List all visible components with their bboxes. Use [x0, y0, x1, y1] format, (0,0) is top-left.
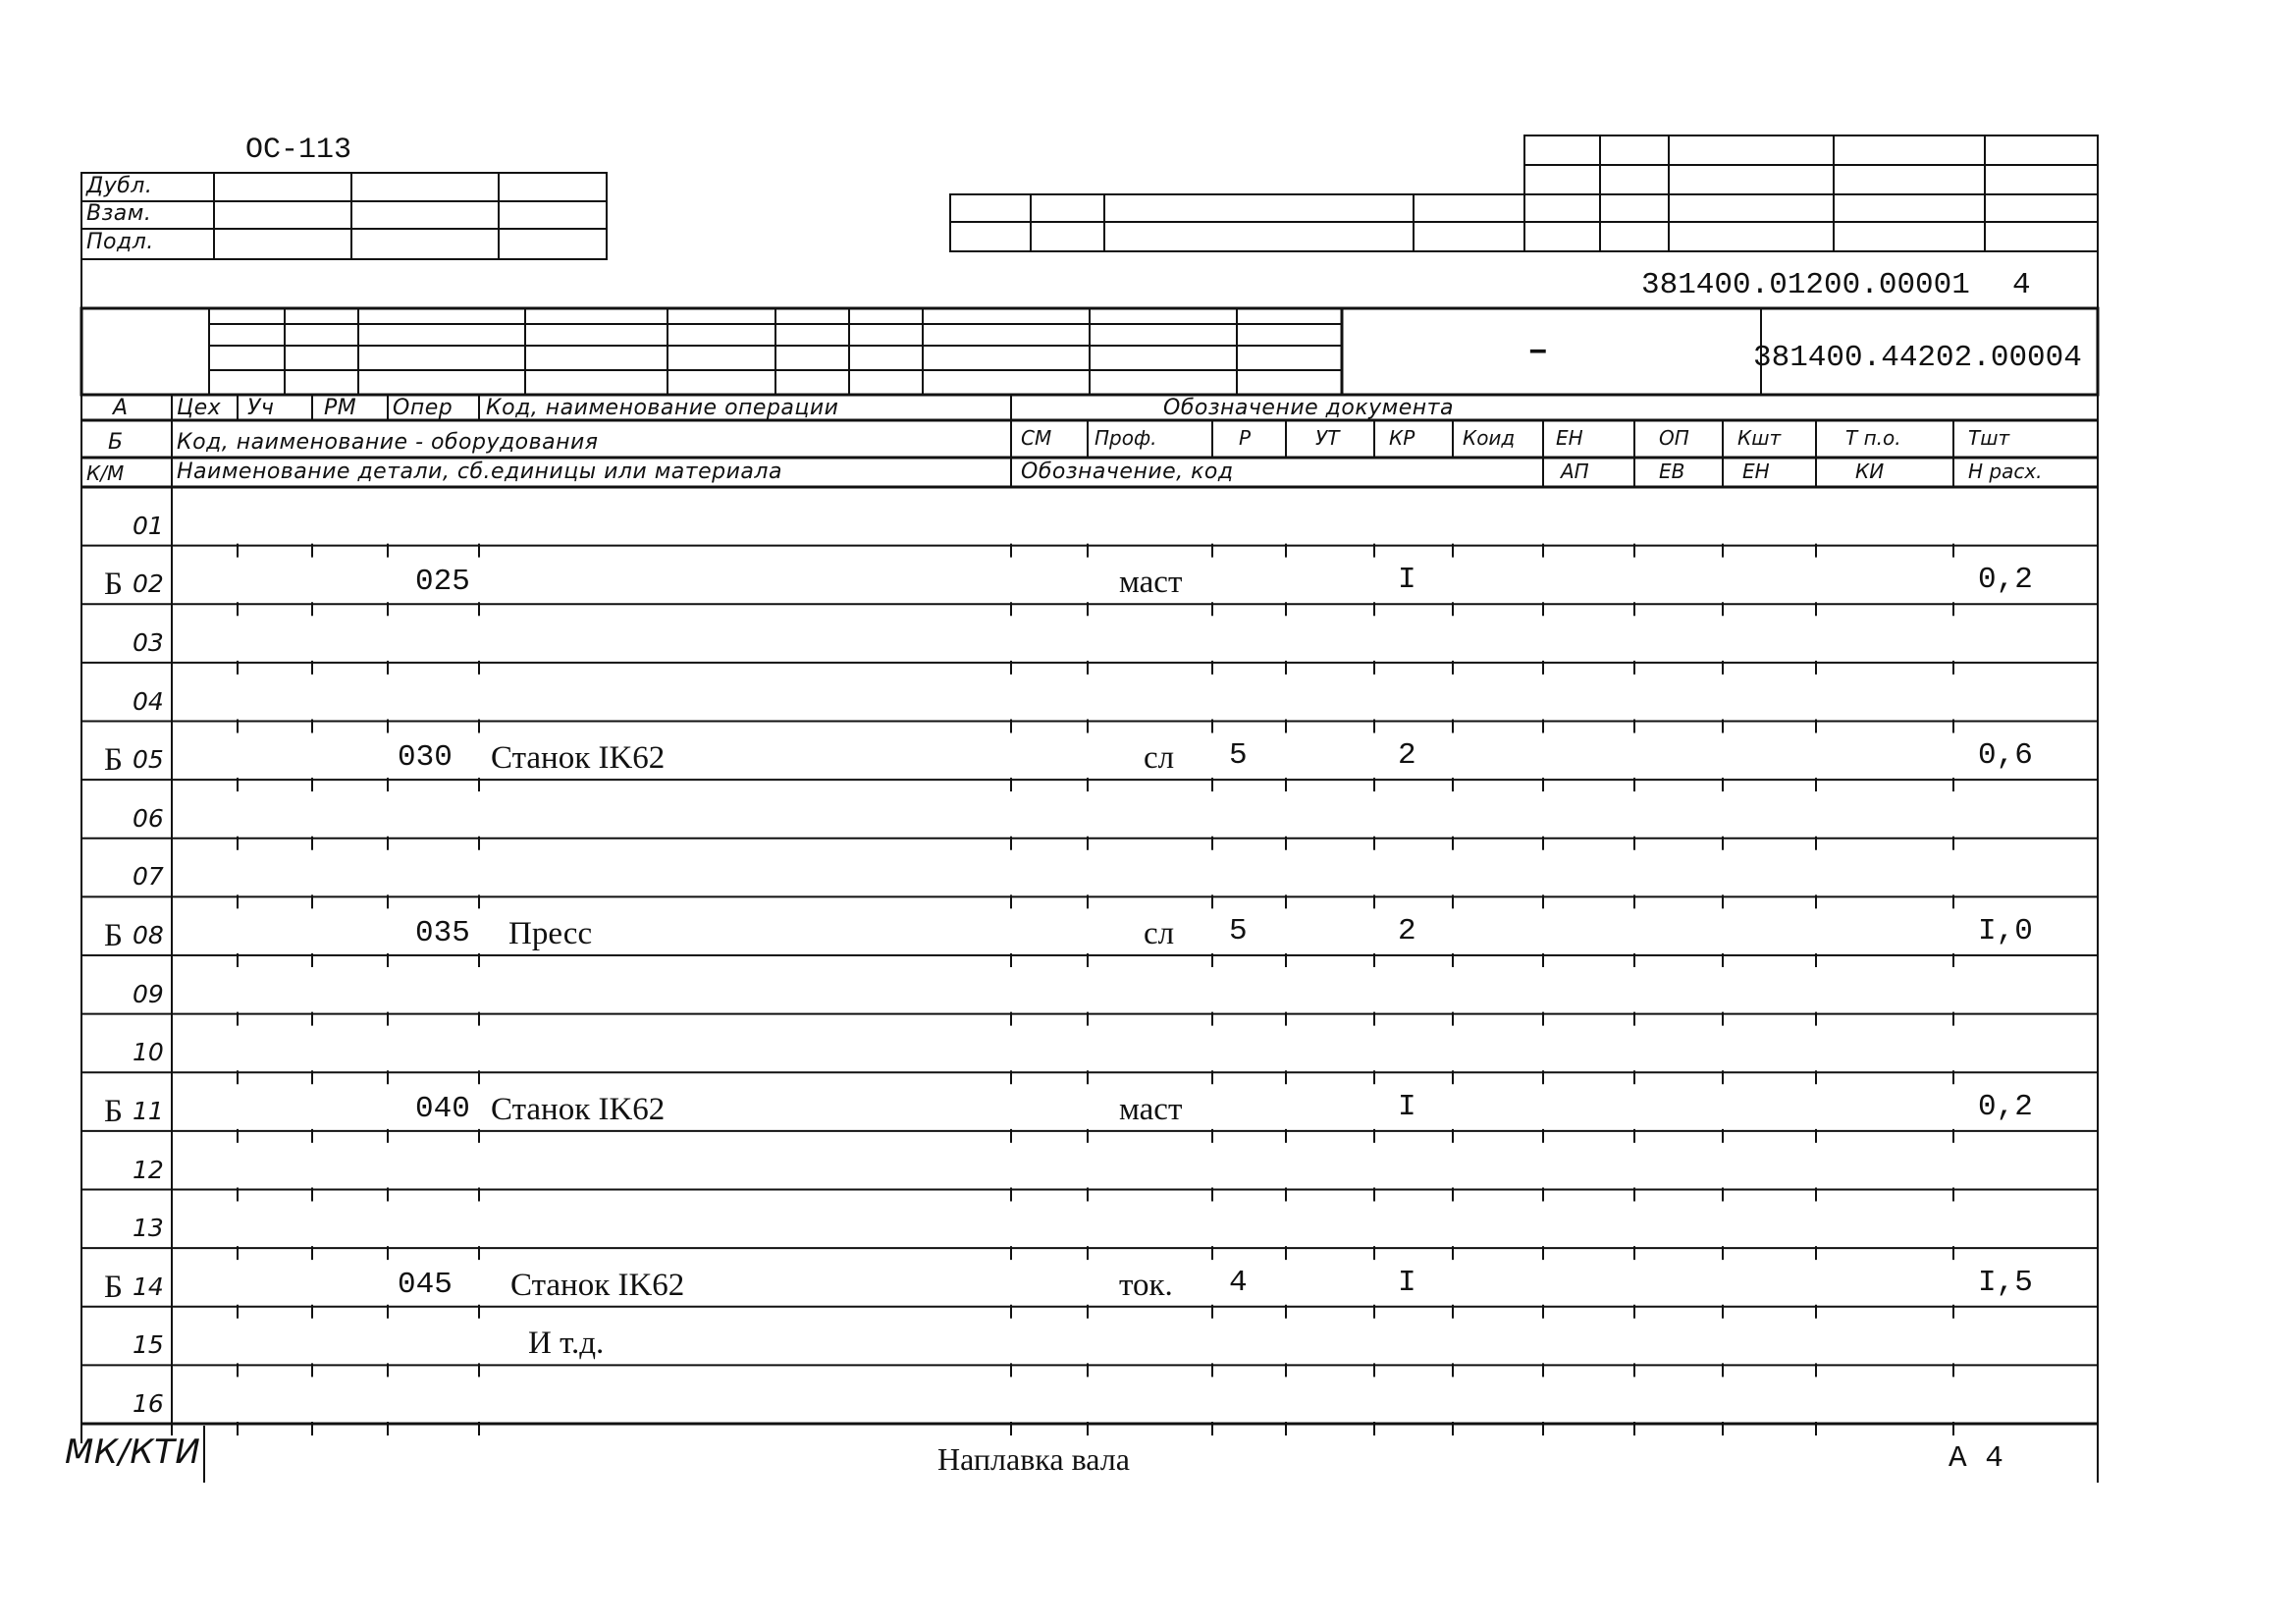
row-rank: 5: [1229, 738, 1248, 774]
row-number: 12: [133, 1155, 164, 1184]
row-equipment: Станок IK62: [491, 1091, 666, 1127]
row-number: 15: [133, 1330, 164, 1360]
header-col-ut: УТ: [1315, 426, 1340, 450]
row-equipment: Станок IK62: [510, 1267, 685, 1303]
row-number: 14: [133, 1272, 164, 1301]
header-col-ap: АП: [1561, 460, 1589, 483]
row-number: 04: [133, 686, 164, 716]
row-profession: ток.: [1119, 1267, 1173, 1303]
row-kr: 2: [1398, 914, 1416, 948]
row-kr: 2: [1398, 738, 1416, 774]
row-prefix: Б: [104, 1269, 123, 1305]
footer-form-type: МК/КТИ: [65, 1433, 201, 1472]
row-profession: сл: [1144, 740, 1175, 777]
row-prefix: Б: [104, 1093, 123, 1129]
header-col-sm: СМ: [1021, 426, 1052, 450]
row-tsht: 0,2: [1978, 563, 2033, 598]
row-number: 16: [133, 1389, 164, 1418]
header-col-koid: Коид: [1463, 426, 1516, 450]
row-number: 10: [133, 1038, 164, 1067]
doc-number-top: 381400.01200.00001: [1641, 268, 1970, 302]
header-letter-a: А: [113, 396, 129, 420]
header-letter-km: К/М: [86, 461, 125, 485]
row-prefix: Б: [104, 567, 123, 603]
row-op-code: 045: [398, 1267, 453, 1302]
main-dash: –: [1527, 331, 1549, 371]
header-letter-b: Б: [108, 430, 124, 455]
header-col-ev: ЕВ: [1659, 460, 1685, 483]
row-number: 11: [133, 1096, 164, 1125]
header-col-kr: КР: [1389, 426, 1415, 450]
footer-title: Наплавка вала: [937, 1441, 1130, 1477]
header-doc-title: Обозначение документа: [1163, 396, 1454, 420]
row-kr: I: [1398, 1089, 1416, 1124]
row-tsht: I,5: [1978, 1265, 2033, 1300]
row-tsht: 0,2: [1978, 1089, 2033, 1124]
header-col-uch: Уч: [247, 396, 275, 420]
doc-number-main: 381400.44202.00004: [1753, 341, 2082, 375]
row-op-code: 035: [415, 916, 470, 950]
row-op-code: 040: [415, 1091, 470, 1126]
row-profession: маст: [1119, 565, 1183, 601]
header-col-en: ЕН: [1556, 426, 1583, 450]
row-prefix: Б: [104, 918, 123, 953]
row-number: 13: [133, 1214, 164, 1243]
row-equipment: Пресс: [508, 916, 593, 951]
header-col-tsht: Тшт: [1968, 426, 2010, 450]
header-col-prof: Проф.: [1095, 426, 1157, 450]
row-op-code: 030: [398, 740, 453, 776]
row-rank: 4: [1229, 1265, 1248, 1300]
row-profession: маст: [1119, 1091, 1183, 1127]
header-col-ksht: Кшт: [1737, 426, 1782, 450]
row-number: 01: [133, 511, 164, 540]
row-number: 03: [133, 627, 164, 657]
header-col-r: Р: [1239, 426, 1252, 450]
row-profession: сл: [1144, 916, 1175, 951]
side-label-dubl: Дубл.: [86, 174, 153, 198]
row-kr: I: [1398, 563, 1416, 598]
header-col-en2: ЕН: [1742, 460, 1770, 483]
header-col-operation: Код, наименование операции: [486, 396, 839, 420]
row-number: 07: [133, 862, 164, 892]
header-material-title: Наименование детали, сб.единицы или материала: [177, 460, 782, 484]
header-col-op: ОП: [1659, 426, 1689, 450]
row-op-code: 025: [415, 565, 470, 600]
header-col-rm: РМ: [324, 396, 357, 420]
row-number: 02: [133, 569, 164, 599]
header-col-oper: Опер: [393, 396, 454, 420]
header-col-tseh: Цех: [177, 396, 222, 420]
side-label-podl: Подл.: [86, 230, 154, 254]
header-col-nrash: Н расх.: [1968, 460, 2043, 483]
row-number: 09: [133, 979, 164, 1008]
form-code: ОС-113: [245, 134, 352, 167]
row-equipment: И т.д.: [528, 1326, 605, 1362]
header-equipment-title: Код, наименование - оборудования: [177, 430, 599, 455]
header-code-title: Обозначение, код: [1021, 460, 1234, 484]
row-tsht: I,0: [1978, 914, 2033, 948]
row-kr: I: [1398, 1265, 1416, 1300]
row-number: 08: [133, 921, 164, 949]
header-col-ki: КИ: [1855, 460, 1885, 483]
row-number: 06: [133, 803, 164, 833]
header-col-tpo: Т п.о.: [1845, 426, 1901, 450]
row-prefix: Б: [104, 742, 123, 779]
row-number: 05: [133, 745, 164, 775]
row-tsht: 0,6: [1978, 738, 2033, 774]
row-rank: 5: [1229, 914, 1248, 948]
side-label-vzam: Взам.: [86, 201, 152, 226]
row-equipment: Станок IK62: [491, 740, 666, 777]
sheet-number: 4: [2012, 268, 2031, 302]
footer-format: А 4: [1949, 1441, 2003, 1476]
